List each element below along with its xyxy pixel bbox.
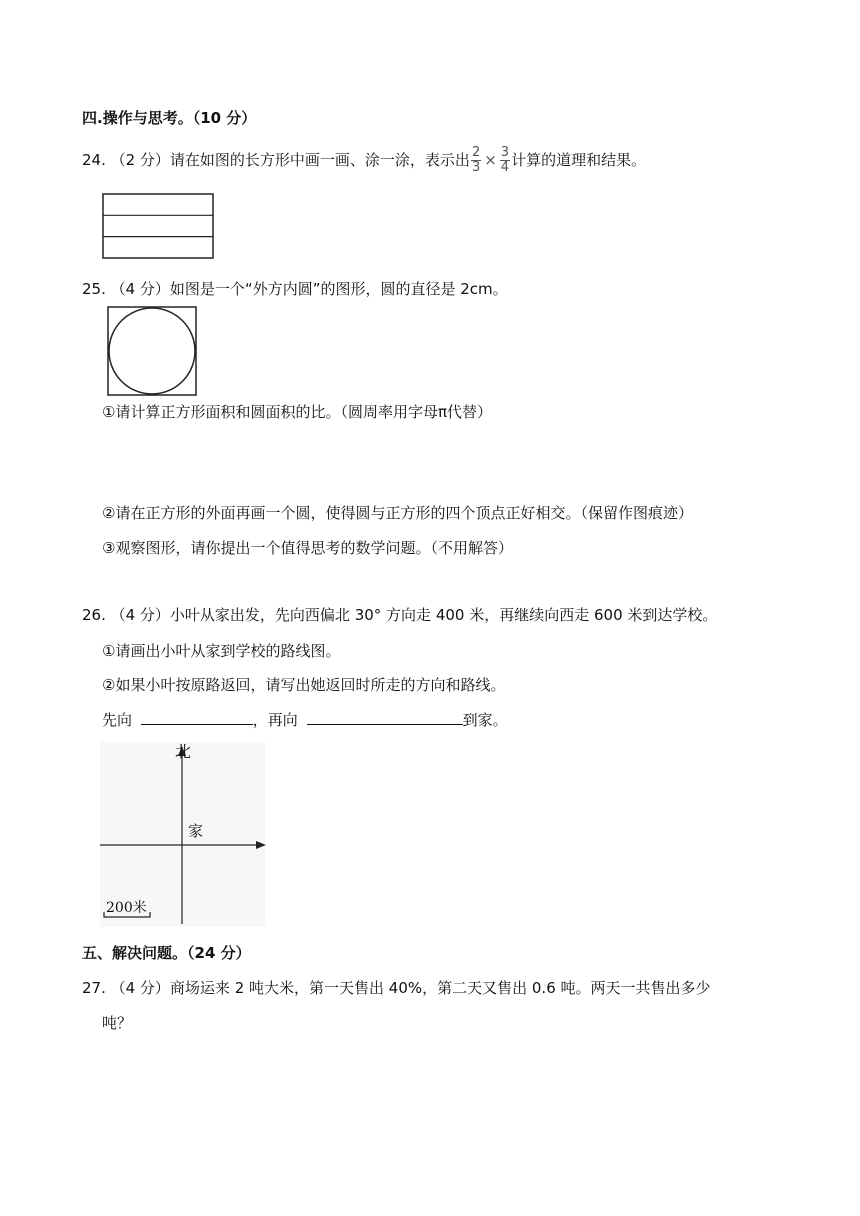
q24-rectangle-figure xyxy=(102,193,214,259)
fraction-three-quarters: $\frac{3}{4}$ xyxy=(500,145,510,175)
home-label: 家 xyxy=(188,822,204,840)
fill-middle: ，再向 xyxy=(252,711,298,729)
question-26-text: 26. （4 分）小叶从家出发，先向西偏北 30° 方向走 400 米，再继续向西走 600 米到达学校。 xyxy=(82,606,718,624)
inscribed-circle xyxy=(109,308,195,394)
square-with-inscribed-circle xyxy=(107,306,197,396)
section-5-title: 五、解决问题。（24 分） xyxy=(82,944,251,962)
question-25-sub-2: ②请在正方形的外面再画一个圆，使得圆与正方形的四个顶点正好相交。（保留作图痕迹） xyxy=(102,504,693,522)
direction-answer-blank-2[interactable] xyxy=(307,709,463,725)
question-27-line-2: 吨？ xyxy=(102,1014,133,1032)
section-4-title: 四.操作与思考。（10 分） xyxy=(82,109,257,127)
question-26-fill-line xyxy=(102,709,508,730)
question-24-suffix: 计算的道理和结果。 xyxy=(511,151,647,169)
question-25-sub-1: ①请计算正方形面积和圆面积的比。（圆周率用字母π代替） xyxy=(102,403,492,421)
question-26-sub-2: ②如果小叶按原路返回，请写出她返回时所走的方向和路线。 xyxy=(102,676,506,694)
north-label: 北 xyxy=(175,742,192,761)
question-24 xyxy=(82,146,646,175)
times-sign: × xyxy=(484,151,497,169)
question-24-text: 24. （2 分）请在如图的长方形中画一画、涂一涂，表示出 xyxy=(82,151,470,169)
direction-map xyxy=(100,742,265,927)
fraction-two-thirds: $\frac{2}{3}$ xyxy=(471,145,481,175)
east-arrow-icon xyxy=(256,841,266,849)
question-25-sub-3: ③观察图形，请你提出一个值得思考的数学问题。（不用解答） xyxy=(102,539,513,557)
rectangle-outline xyxy=(103,194,213,258)
scale-label: 200米 xyxy=(106,900,147,916)
question-26-sub-1: ①请画出小叶从家到学校的路线图。 xyxy=(102,642,341,660)
fill-prefix: 先向 xyxy=(102,711,133,729)
fill-suffix: 到家。 xyxy=(462,711,508,729)
question-27-line-1: 27. （4 分）商场运来 2 吨大米，第一天售出 40%，第二天又售出 0.6 吨。两天一共售出多少 xyxy=(82,979,711,997)
question-25-text: 25. （4 分）如图是一个“外方内圆”的图形，圆的直径是 2cm。 xyxy=(82,280,508,298)
direction-answer-blank-1[interactable] xyxy=(141,709,253,725)
